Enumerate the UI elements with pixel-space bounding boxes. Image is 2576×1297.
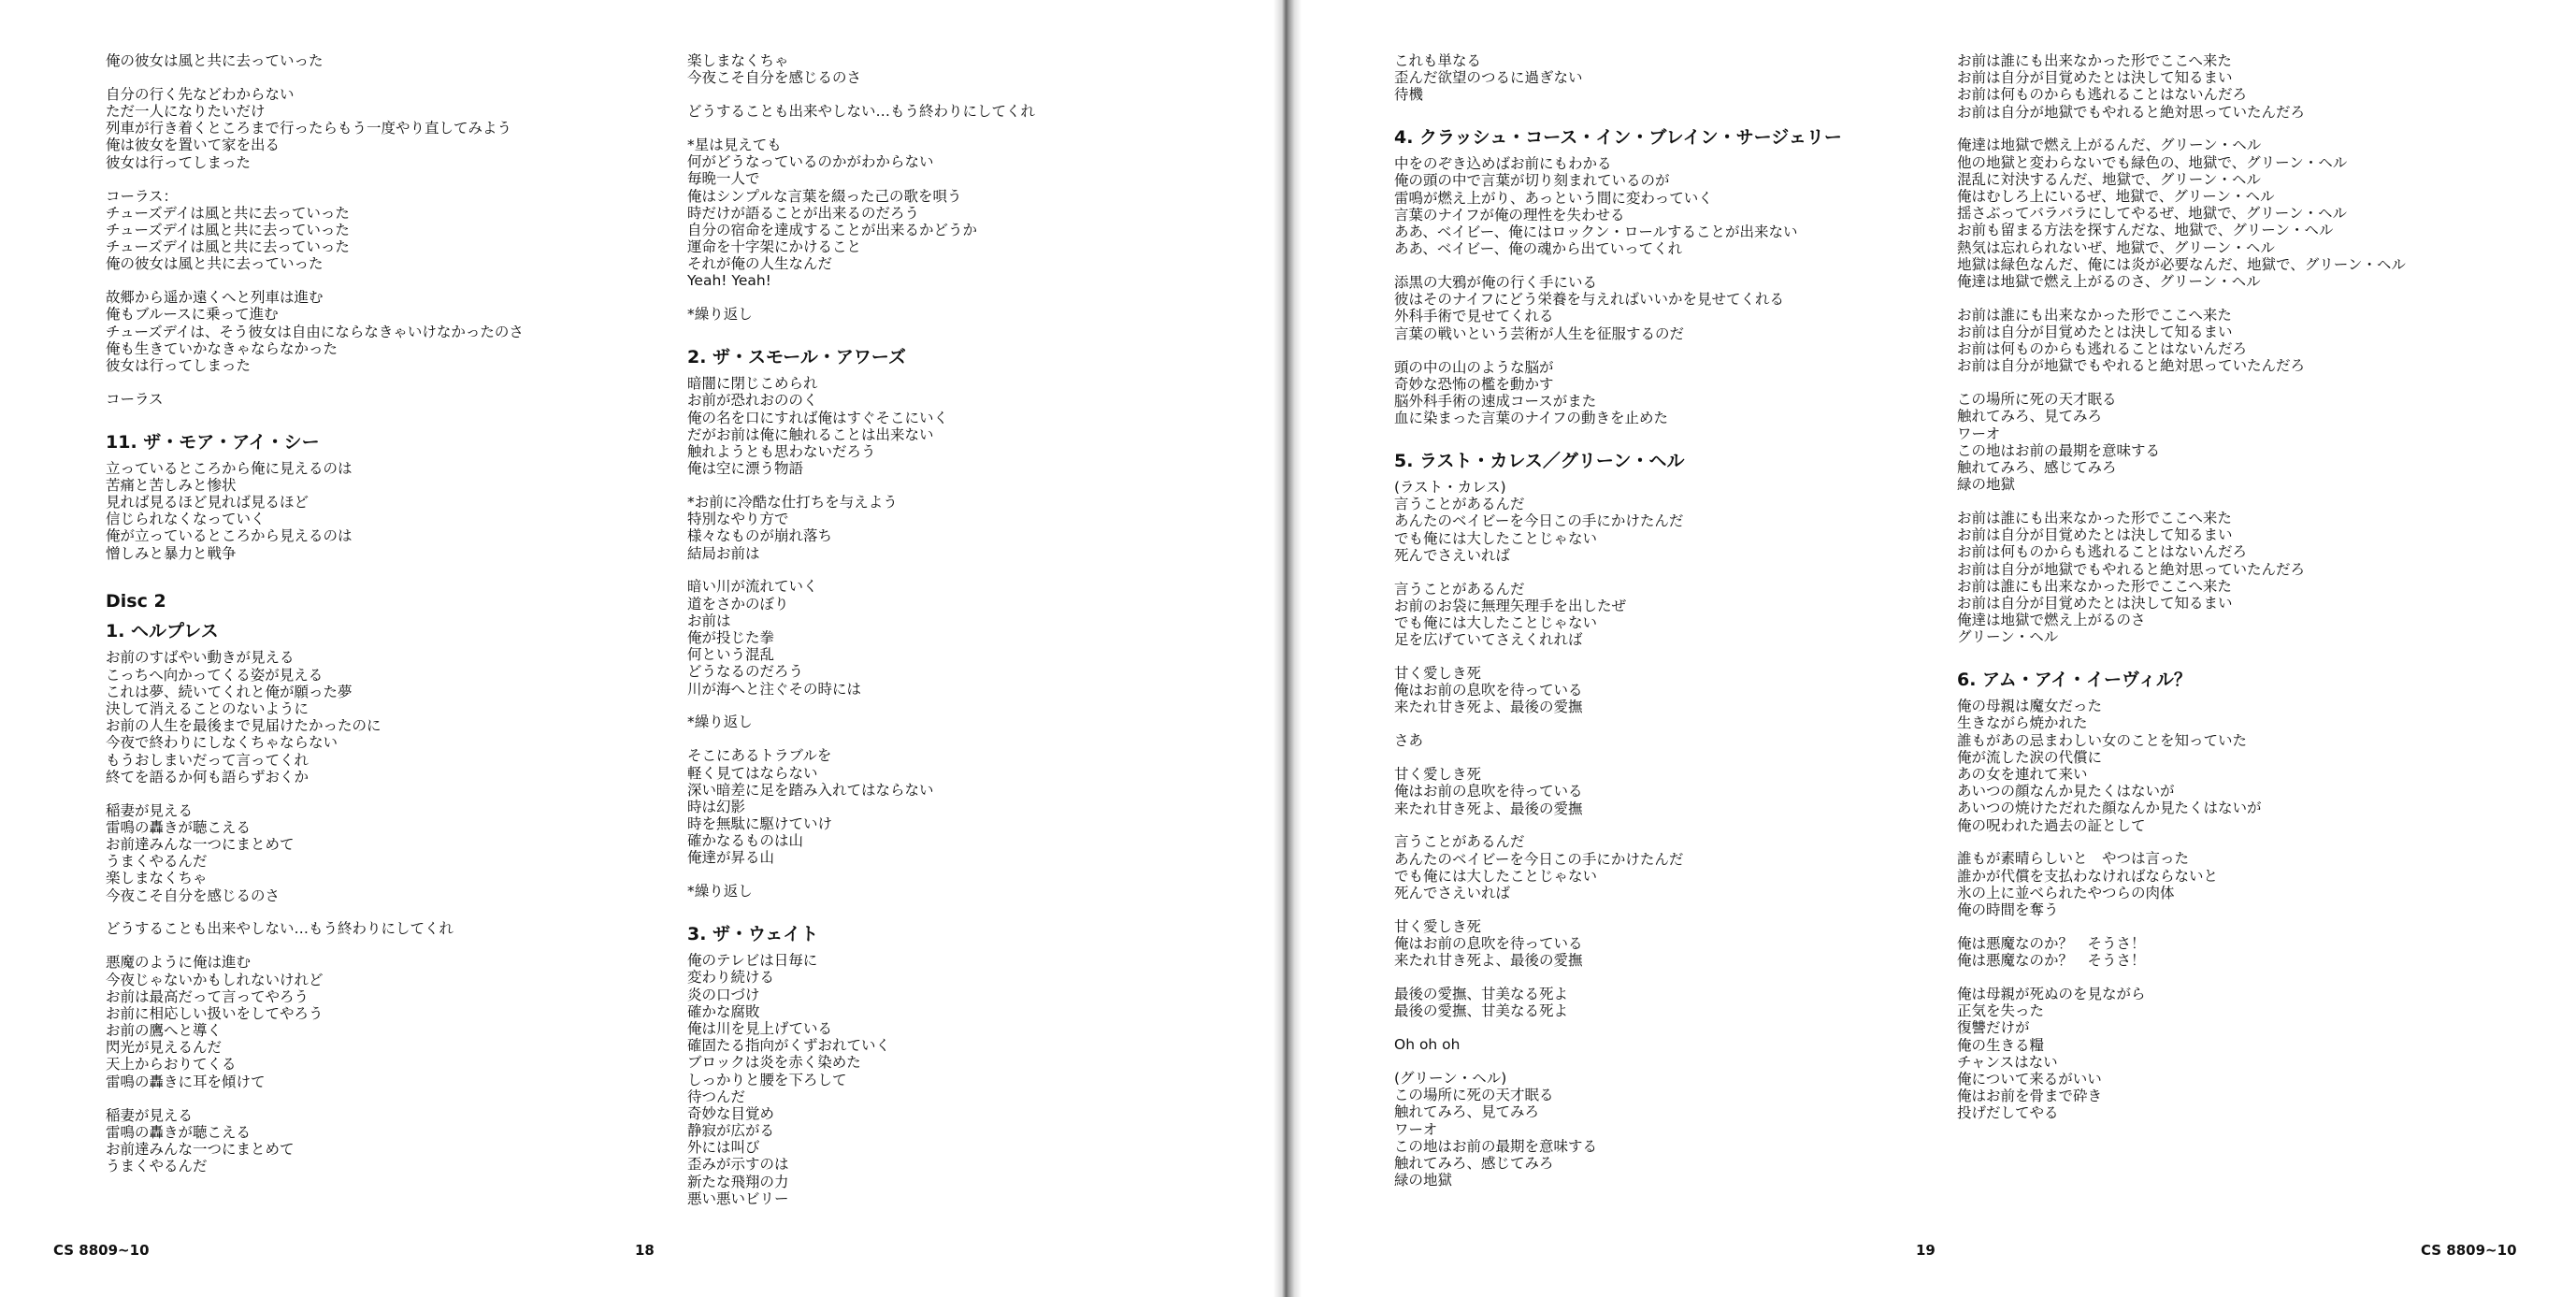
lyric-line: だがお前は俺に触れることは出来ない [687, 425, 934, 443]
stanza-gap [1957, 290, 2481, 307]
lyric-line: 俺が流した涙の代償に [1957, 748, 2103, 766]
lyric-line: 稲妻が見える [106, 1106, 194, 1124]
lyric-line: うまくやるんだ [106, 1158, 208, 1175]
lyric-line: 終てを語るか何も語らずおくか [106, 768, 309, 785]
stanza-gap [1394, 1019, 1918, 1036]
lyric-line: さあ [1394, 732, 1424, 750]
lyric-line: 彼はそのナイフにどう栄養を与えればいいかを見せてくれる [1394, 291, 1784, 309]
lyric-line: 言葉の戦いという芸術が人生を征服するのだ [1394, 324, 1685, 342]
stanza-gap [1394, 104, 1918, 121]
lyric-line: 他の地獄と変わらないでも緑色の、地獄で、グリーン・ヘル [1957, 153, 2348, 171]
lyric-line: 彼女は行ってしまった [106, 153, 252, 171]
lyric-line: 甘く愛しき死 [1394, 766, 1482, 784]
stanza-gap [687, 867, 1211, 884]
lyric-line: *星は見えても [687, 136, 782, 153]
lyric-line: ただ一人になりたいだけ [106, 103, 266, 121]
lyric-line: 復讐だけが [1957, 1019, 2030, 1037]
lyric-line: 正気を失った [1957, 1002, 2045, 1020]
lyric-line: でも俺には大したことじゃない [1394, 867, 1598, 885]
lyric-line: 脳外科手術の速成コースがまた [1394, 392, 1597, 410]
lyric-line: 俺は川を見上げている [687, 1019, 833, 1037]
stanza-gap [1957, 918, 2481, 935]
lyric-line: あんたのベイビーを今日この手にかけたんだ [1394, 512, 1684, 530]
lyric-line: 中をのぞき込めばお前にもわかる [1394, 155, 1612, 173]
stanza-gap [106, 938, 629, 955]
lyric-line: 誰もが素晴らしいと やつは言った [1957, 850, 2190, 868]
stanza-gap [1394, 648, 1918, 665]
lyric-line: 俺はむしろ上にいるぜ、地獄で、グリーン・ヘル [1957, 188, 2275, 205]
lyric-line: 悪魔のように俺は進む [106, 954, 252, 972]
lyric-line: 軽く見てはならない [687, 764, 818, 782]
stanza-gap [687, 731, 1211, 748]
stanza-gap [687, 901, 1211, 917]
lyric-line: これも単なる [1394, 52, 1482, 69]
lyrics-column-1 [106, 52, 629, 1175]
lyric-line: 変わり続ける [687, 969, 775, 987]
lyric-line: *繰り返し [687, 306, 753, 324]
lyric-line: どうなるのだろう [687, 663, 804, 681]
stanza-gap [687, 477, 1211, 494]
lyric-line: 俺のテレビは日毎に [687, 952, 818, 970]
lyric-line: 来たれ甘き死よ、最後の愛撫 [1394, 952, 1583, 970]
stanza-gap [1957, 493, 2481, 510]
lyric-line: 天上からおりてくる [106, 1056, 237, 1074]
stanza-gap [106, 374, 629, 391]
lyric-line: 暗闇に閉じこめられ [687, 375, 818, 393]
lyric-line: 雷鳴の轟きが聴こえる [106, 818, 252, 836]
lyric-line: (ラスト・カレス) [1394, 478, 1506, 496]
lyric-line: 触れてみろ、見てみろ [1394, 1103, 1540, 1121]
lyric-line: 特別なやり方で [687, 511, 789, 528]
lyric-line: 緑の地獄 [1957, 476, 2016, 494]
stanza-gap [687, 698, 1211, 714]
lyric-line: 俺の彼女は風と共に去っていった [106, 52, 324, 69]
lyric-line: 今夜じゃないかもしれないけれど [106, 971, 324, 988]
lyric-line: どうすることも出来やしない…もう終わりにしてくれ [106, 920, 454, 938]
lyric-line: この場所に死の天才眠る [1957, 391, 2117, 409]
lyric-line: 決して消えることのないように [106, 700, 309, 717]
song-title: 6. アム・アイ・イーヴィル？ [1957, 670, 2192, 691]
lyric-line: Oh oh oh [1394, 1036, 1461, 1054]
lyric-line: お前は誰にも出来なかった形でここへ来た [1957, 577, 2232, 595]
lyric-line: そこにあるトラブルを [687, 747, 832, 765]
lyric-line: 新たな飛翔の力 [687, 1173, 789, 1190]
stanza-gap [1957, 646, 2481, 663]
lyric-line: どうすることも出来やしない…もう終わりにしてくれ [687, 103, 1036, 121]
lyric-line: 俺について来るがいい [1957, 1070, 2102, 1088]
lyric-line: チューズデイは風と共に去っていった [106, 221, 350, 238]
lyric-line: 揺さぶってバラバラにしてやるぜ、地獄で、グリーン・ヘル [1957, 205, 2347, 223]
stanza-gap [106, 272, 629, 289]
lyric-line: 列車が行き着くところまで行ったらもう一度やり直してみよう [106, 120, 512, 137]
stanza-gap [1394, 564, 1918, 581]
lyric-line: 俺はお前の息吹を待っている [1394, 682, 1583, 699]
stanza-gap [687, 86, 1211, 103]
lyric-line: 俺の名を口にすれば俺はすぐそこにいく [687, 409, 949, 426]
lyric-line: 様々なものが崩れ落ち [687, 527, 833, 545]
catalog-number-right: CS 8809~10 [2421, 1242, 2517, 1259]
stanza-gap [687, 324, 1211, 340]
lyric-line: 運命を十字架にかけること [687, 238, 862, 256]
lyric-line: グリーン・ヘル [1957, 628, 2059, 646]
lyric-line: お前の人生を最後まで見届けたかったのに [106, 717, 381, 735]
lyric-line: 自分の行く先などわからない [106, 85, 295, 103]
lyric-line: 川が海へと注ぐその時には [687, 680, 862, 698]
lyric-line: あいつの顔なんか見たくはないが [1957, 783, 2175, 800]
lyric-line: 俺は空に漂う物語 [687, 460, 804, 478]
lyric-line: 俺の彼女は風と共に去っていった [106, 255, 324, 273]
lyric-line: 暗い川が流れていく [687, 578, 818, 596]
lyric-line: 俺は悪魔なのか？ そうさ！ [1957, 952, 2146, 970]
lyric-line: 待つんだ [687, 1088, 746, 1105]
lyric-line: 今夜こそ自分を感じるのさ [106, 886, 281, 904]
lyric-line: 悪い悪いビリー [687, 1189, 789, 1207]
lyric-line: お前は自分が地獄でもやれると絶対思っていたんだろ [1957, 357, 2306, 375]
lyric-line: 奇妙な目覚め [687, 1104, 775, 1122]
stanza-gap [1394, 257, 1918, 274]
lyric-line: 俺はお前の息吹を待っている [1394, 783, 1583, 800]
song-title: 11. ザ・モア・アイ・シー [106, 431, 320, 453]
lyric-line: 苦痛と苦しみと惨状 [106, 476, 237, 494]
lyric-line: お前は誰にも出来なかった形でここへ来た [1957, 52, 2232, 69]
lyric-line: 何がどうなっているのかがわからない [687, 153, 934, 171]
lyric-line: 歪みが示すのは [687, 1156, 789, 1174]
lyric-line: チャンスはない [1957, 1053, 2058, 1071]
lyric-line: 最後の愛撫、甘美なる死よ [1394, 1002, 1569, 1020]
stanza-gap [1394, 969, 1918, 986]
lyric-line: 時は幻影 [687, 798, 746, 815]
lyric-line: 今夜で終わりにしなくちゃならない [106, 734, 338, 752]
lyric-line: 混乱に対決するんだ、地獄で、グリーン・ヘル [1957, 170, 2261, 188]
lyric-line: こっちへ向かってくる姿が見える [106, 666, 324, 684]
lyric-line: 俺達は地獄で燃え上がるのさ、グリーン・ヘル [1957, 272, 2261, 290]
lyric-line: コーラス： [106, 187, 179, 205]
lyric-line: 雷鳴が燃え上がり、あっという間に変わっていく [1394, 189, 1713, 207]
stanza-gap [106, 1090, 629, 1107]
lyric-line: 頭の中の山のような脳が [1394, 358, 1554, 376]
lyric-line: 地獄は緑色なんだ、俺には炎が必要なんだ、地獄で、グリーン・ヘル [1957, 255, 2406, 273]
lyric-line: 歪んだ欲望のつるに過ぎない [1394, 69, 1583, 87]
lyric-line: お前は何ものからも逃れることはないんだろ [1957, 86, 2248, 104]
lyric-line: この場所に死の天才眠る [1394, 1087, 1554, 1104]
lyric-line: お前達みんな一つにまとめて [106, 836, 295, 853]
lyric-line: お前は自分が目覚めたとは決して知るまい [1957, 526, 2233, 544]
lyric-line: 俺達が昇る山 [687, 849, 775, 867]
stanza-gap [1394, 901, 1918, 918]
lyric-line: 閃光が見えるんだ [106, 1039, 223, 1057]
lyrics-column-2 [687, 52, 1211, 1207]
lyric-line: これは夢、続いてくれと俺が願った夢 [106, 683, 353, 700]
stanza-gap [106, 904, 629, 921]
song-title: 2. ザ・スモール・アワーズ [687, 347, 906, 368]
lyric-line: この地はお前の最期を意味する [1957, 441, 2161, 459]
lyric-line: 時だけが語ることが出来るのだろう [687, 204, 920, 222]
stanza-gap [1957, 834, 2481, 851]
catalog-number-left: CS 8809~10 [53, 1242, 150, 1259]
lyric-line: 毎晩一人で [687, 170, 760, 188]
lyric-line: *繰り返し [687, 713, 753, 731]
lyrics-column-4 [1957, 52, 2481, 1121]
song-title: 3. ザ・ウェイト [687, 924, 819, 945]
lyric-line: 憎しみと暴力と戦争 [106, 544, 237, 562]
lyric-line: 甘く愛しき死 [1394, 665, 1482, 682]
stanza-gap [1957, 969, 2481, 986]
lyric-line: ワーオ [1957, 425, 2001, 442]
stanza-gap [1394, 426, 1918, 443]
stanza-gap [106, 562, 629, 579]
lyric-line: 待機 [1394, 86, 1424, 104]
lyric-line: ブロックは炎を赤く染めた [687, 1054, 861, 1072]
lyric-line: 信じられなくなっていく [106, 511, 266, 528]
lyric-line: お前のすばやい動きが見える [106, 649, 295, 667]
lyric-line: 俺の時間を奪う [1957, 901, 2059, 918]
lyric-line: でも俺には大したことじゃない [1394, 529, 1598, 547]
song-title: 5. ラスト・カレス／グリーン・ヘル [1394, 450, 1685, 471]
booklet-gutter [1274, 0, 1302, 1297]
lyric-line: お前は自分が地獄でもやれると絶対思っていたんだろ [1957, 103, 2306, 121]
lyric-line: 俺はお前の息吹を待っている [1394, 935, 1583, 952]
lyric-line: 深い暗差に足を踏み入れてはならない [687, 781, 934, 799]
lyric-line: ああ、ベイビー、俺の魂から出ていってくれ [1394, 240, 1683, 258]
lyric-line: お前は何ものからも逃れることはないんだろ [1957, 340, 2248, 358]
lyric-line: *お前に冷酷な仕打ちを与えよう [687, 494, 898, 511]
lyric-line: この地はお前の最期を意味する [1394, 1137, 1598, 1155]
stanza-gap [106, 171, 629, 188]
lyric-line: 言うことがあるんだ [1394, 496, 1525, 513]
lyric-line: あんたのベイビーを今日この手にかけたんだ [1394, 850, 1684, 868]
lyric-line: 俺も生きていかなきゃならなかった [106, 339, 338, 357]
stanza-gap [1394, 817, 1918, 834]
lyric-line: 氷の上に並べられたやつらの肉体 [1957, 884, 2175, 901]
lyric-line: お前は自分が地獄でもやれると絶対思っていたんだろ [1957, 560, 2306, 578]
lyric-line: それが俺の人生なんだ [687, 255, 833, 273]
lyric-line: チューズデイは、そう彼女は自由にならなきゃいけなかったのさ [106, 323, 524, 340]
lyric-line: 言うことがあるんだ [1394, 833, 1525, 851]
lyric-line: 俺の頭の中で言葉が切り刻まれているのが [1394, 172, 1670, 190]
lyric-line: お前が恐れおののく [687, 392, 818, 410]
lyric-line: 確固たる指向がくずおれていく [687, 1037, 891, 1055]
lyric-line: 立っているところから俺に見えるのは [106, 459, 353, 477]
lyric-line: 触れようとも思わないだろう [687, 442, 876, 460]
lyric-line: 言うことがあるんだ [1394, 580, 1525, 598]
lyric-line: でも俺には大したことじゃない [1394, 613, 1598, 631]
lyric-line: 甘く愛しき死 [1394, 917, 1482, 935]
lyric-line: 緑の地獄 [1394, 1172, 1453, 1189]
lyric-line: 俺の母親は魔女だった [1957, 698, 2103, 715]
lyric-line: チューズデイは風と共に去っていった [106, 238, 350, 256]
stanza-gap [1957, 121, 2481, 137]
lyric-line: 確かな腐敗 [687, 1002, 760, 1020]
lyric-line: あいつの焼けただれた顔なんか見たくはないが [1957, 800, 2262, 817]
lyric-line: 楽しまなくちゃ [687, 52, 789, 69]
lyric-line: 俺が投じた拳 [687, 629, 775, 646]
stanza-gap [687, 562, 1211, 579]
lyric-line: 俺は悪魔なのか？ そうさ！ [1957, 934, 2146, 952]
lyric-line: 俺達は地獄で燃え上がるんだ、グリーン・ヘル [1957, 137, 2262, 154]
lyric-line: 俺はシンプルな言葉を綴った己の歌を唄う [687, 187, 962, 205]
lyric-line: 時を無駄に駆けていけ [687, 815, 833, 833]
lyric-line: お前は何ものからも逃れることはないんだろ [1957, 543, 2248, 561]
lyric-line: あの女を連れて来い [1957, 766, 2088, 783]
lyric-line: ワーオ [1394, 1120, 1438, 1138]
lyric-line: 見れば見るほど見れば見るほど [106, 494, 309, 511]
lyric-line: ああ、ベイビー、俺にはロックン・ロールすることが出来ない [1394, 223, 1798, 240]
lyric-line: Yeah! Yeah! [687, 272, 771, 290]
lyric-line: お前は [687, 612, 731, 629]
page-number-left: 18 [635, 1242, 655, 1259]
lyric-line: 俺が立っているところから見えるのは [106, 527, 353, 545]
lyric-line: 俺の生きる糧 [1957, 1036, 2045, 1054]
lyric-line: 道をさかのぼり [687, 595, 789, 612]
lyric-line: 生きながら焼かれた [1957, 714, 2088, 732]
lyric-line: うまくやるんだ [106, 853, 208, 871]
lyric-line: 投げだしてやる [1957, 1104, 2059, 1122]
lyric-line: お前は誰にも出来なかった形でここへ来た [1957, 306, 2232, 324]
lyric-line: 自分の宿命を達成することが出来るかどうか [687, 221, 978, 238]
lyric-line: 稲妻が見える [106, 801, 194, 819]
lyric-line: チューズデイは風と共に去っていった [106, 204, 350, 222]
lyric-line: 触れてみろ、見てみろ [1957, 408, 2103, 425]
lyric-line: 今夜こそ自分を感じるのさ [687, 69, 862, 87]
lyric-line: 雷鳴の轟きに耳を傾けて [106, 1073, 266, 1090]
lyric-line: 触れてみろ、感じてみろ [1394, 1154, 1554, 1172]
lyric-line: 俺の呪われた過去の証として [1957, 816, 2146, 834]
lyric-line: 俺はお前を骨まで砕き [1957, 1088, 2103, 1105]
lyric-line: (グリーン・ヘル) [1394, 1070, 1507, 1087]
lyric-line: 添黒の大鴉が俺の行く手にいる [1394, 274, 1598, 292]
lyric-line: お前は最高だって言ってやろう [106, 987, 309, 1005]
lyric-line: 死んでさえいれば [1394, 546, 1511, 564]
song-title: 1. ヘルプレス [106, 621, 219, 642]
lyric-line: 奇妙な恐怖の檻を動かす [1394, 375, 1554, 393]
lyrics-column-3 [1394, 52, 1918, 1189]
lyric-line: 外科手術で見せてくれる [1394, 308, 1554, 325]
stanza-gap [1394, 342, 1918, 359]
lyric-line: 誰もがあの忌まわしい女のことを知っていた [1957, 731, 2248, 749]
lyric-line: 炎の口づけ [687, 986, 760, 1003]
lyric-line: 言葉のナイフが俺の理性を失わせる [1394, 206, 1625, 223]
lyric-line: 俺は彼女を置いて家を出る [106, 137, 281, 154]
stanza-gap [1394, 749, 1918, 766]
stanza-gap [1394, 716, 1918, 733]
lyric-line: お前のお袋に無理矢理手を出したぜ [1394, 597, 1627, 614]
lyric-line: しっかりと腰を下ろして [687, 1071, 847, 1088]
lyric-line: お前に相応しい扱いをしてやろう [106, 1004, 324, 1022]
lyric-line: 故郷から遥か遠くへと列車は進む [106, 289, 324, 307]
lyric-line: 楽しまなくちゃ [106, 870, 208, 887]
lyric-line: 熱気は忘れられないぜ、地獄で、グリーン・ヘル [1957, 238, 2275, 256]
lyric-line: 触れてみろ、感じてみろ [1957, 459, 2117, 476]
lyric-line: 最後の愛撫、甘美なる死よ [1394, 986, 1569, 1003]
lyric-line: お前も留まる方法を探すんだな、地獄で、グリーン・ヘル [1957, 222, 2334, 239]
lyric-line: コーラス [106, 390, 164, 408]
stanza-gap [687, 120, 1211, 137]
stanza-gap [106, 785, 629, 802]
lyric-line: お前は自分が目覚めたとは決して知るまい [1957, 595, 2233, 612]
stanza-gap [106, 69, 629, 86]
song-title: 4. クラッシュ・コース・イン・ブレイン・サージェリー [1394, 127, 1842, 149]
lyric-line: 俺達は地獄で燃え上がるのさ [1957, 612, 2146, 629]
lyric-line: 結局お前は [687, 544, 760, 562]
stanza-gap [1957, 375, 2481, 392]
stanza-gap [106, 408, 629, 425]
lyric-line: お前は自分が目覚めたとは決して知るまい [1957, 69, 2233, 87]
page-number-right: 19 [1916, 1242, 1936, 1259]
lyric-line: 何という混乱 [687, 646, 775, 664]
lyric-line: 雷鳴の轟きが聴こえる [106, 1123, 252, 1141]
lyric-line: お前の鷹へと導く [106, 1022, 223, 1040]
lyric-line: 来たれ甘き死よ、最後の愛撫 [1394, 699, 1583, 716]
lyric-line: 来たれ甘き死よ、最後の愛撫 [1394, 800, 1583, 817]
lyric-line: 彼女は行ってしまった [106, 356, 252, 374]
stanza-gap [1394, 1053, 1918, 1070]
lyric-line: 静寂が広がる [687, 1122, 775, 1140]
lyric-line: お前達みんな一つにまとめて [106, 1140, 295, 1158]
lyric-line: もうおしまいだって言ってくれ [106, 751, 309, 769]
lyric-line: 血に染まった言葉のナイフの動きを止めた [1394, 410, 1668, 427]
lyric-line: 確かなるものは山 [687, 832, 804, 850]
lyric-line: 外には叫び [687, 1139, 760, 1157]
lyric-line: 死んでさえいれば [1394, 884, 1511, 901]
lyric-line: 俺は母親が死ぬのを見ながら [1957, 985, 2146, 1002]
lyric-line: 俺もブルースに乗って進む [106, 306, 279, 324]
lyric-line: 誰かが代償を支払わなければならないと [1957, 867, 2219, 885]
stanza-gap [687, 290, 1211, 307]
lyric-line: 足を広げていてさえくれれば [1394, 631, 1583, 649]
lyric-line: *繰り返し [687, 883, 753, 901]
disc-label: Disc 2 [106, 591, 166, 612]
lyric-line: お前は自分が目覚めたとは決して知るまい [1957, 324, 2233, 340]
lyric-line: お前は誰にも出来なかった形でここへ来た [1957, 510, 2232, 527]
